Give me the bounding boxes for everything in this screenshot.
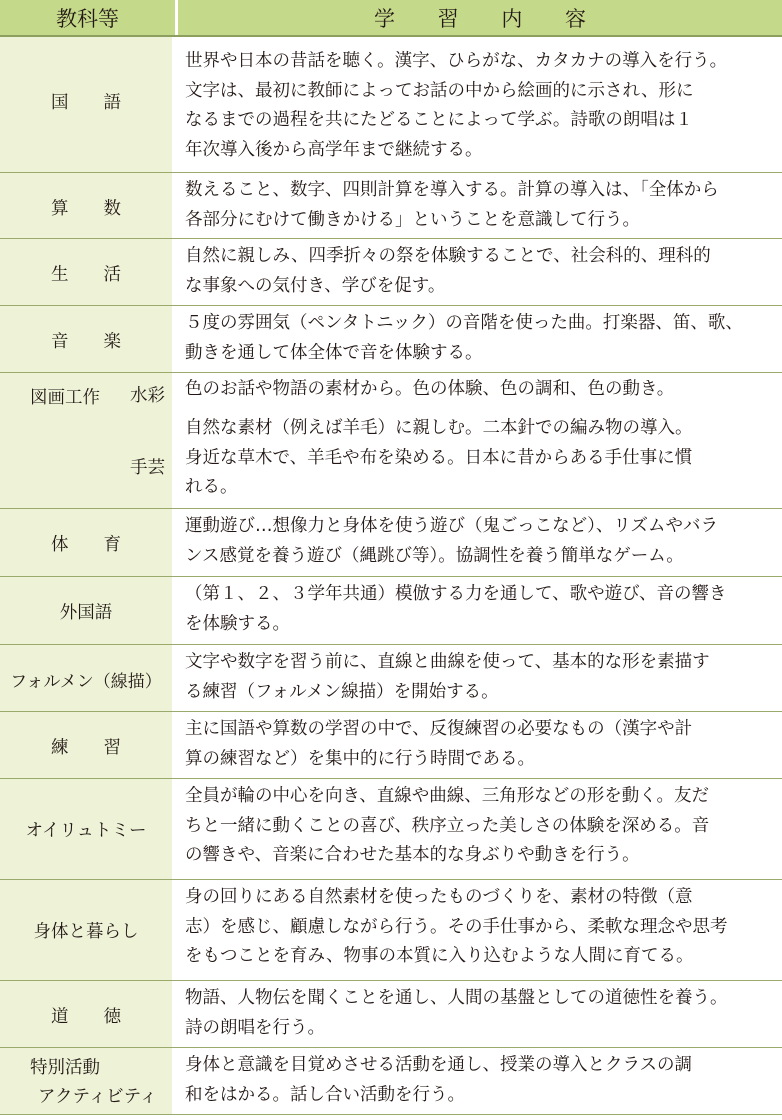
content-line: なるまでの過程を共にたどることによって学ぶ。詩歌の朗唱は１ bbox=[185, 110, 693, 130]
content-cell bbox=[185, 512, 775, 571]
table-row bbox=[0, 645, 782, 711]
subject-label: 図画工作 bbox=[30, 388, 100, 408]
table-row bbox=[0, 306, 782, 372]
content-cell bbox=[185, 375, 775, 405]
content-line: 運動遊び…想像力と身体を使う遊び（鬼ごっこなど）、リズムやバラ bbox=[185, 516, 719, 536]
subject-label: フォルメン（線描） bbox=[10, 672, 162, 692]
subject-label: 練 習 bbox=[51, 738, 121, 758]
content-cell bbox=[185, 414, 775, 503]
content-line: 年次導入後から高学年まで継続する。 bbox=[185, 139, 483, 160]
content-line: 世界や日本の昔話を聴く。漢字、ひらがな、カタカナの導入を行う。 bbox=[185, 51, 728, 71]
content-line: 物語、人物伝を聞くことを通し、人間の基盤としての道徳性を養う。 bbox=[185, 988, 728, 1008]
table-row bbox=[0, 509, 782, 576]
content-line: 身体と意識を目覚めさせる活動を通し、授業の導入とクラスの調 bbox=[185, 1055, 692, 1075]
subject-sublabel-watercolor: 水彩 bbox=[130, 386, 165, 406]
content-line: をもつことを育み、物事の本質に入り込むような人間に育てる。 bbox=[185, 946, 694, 966]
content-line: の響きや、音楽に合わせた基本的な身ぶりや動きを行う。 bbox=[185, 845, 640, 865]
header-subject-label: 教科等 bbox=[56, 6, 119, 31]
subject-label: 外国語 bbox=[59, 603, 113, 623]
row-divider bbox=[0, 1114, 782, 1115]
content-line: 全員が輪の中心を向き、直線や曲線、三角形などの形を動く。友だ bbox=[185, 786, 709, 806]
header-content-cell bbox=[178, 0, 782, 35]
content-line: 志）を感じ、顧慮しながら行う。その手仕事から、柔軟な理念や思考 bbox=[185, 916, 728, 937]
content-line: 身近な草木で、羊毛や布を染める。日本に昔からある手仕事に慣 bbox=[185, 447, 693, 468]
content-line: 各部分にむけて働きかける」ということを意識して行う。 bbox=[185, 209, 640, 230]
content-cell bbox=[185, 580, 775, 639]
content-line: （第１、２、３学年共通）模倣する力を通して、歌や遊び、音の響き bbox=[185, 584, 727, 604]
content-line: を体験する。 bbox=[185, 613, 290, 634]
content-line: 文字は、最初に教師によってお話の中から絵画的に示され、形に bbox=[185, 80, 694, 101]
content-cell bbox=[185, 883, 775, 972]
header-content-label: 学 習 内 容 bbox=[373, 6, 605, 31]
content-cell bbox=[185, 1051, 775, 1110]
content-line: 身の回りにある自然素材を使ったものづくりを、素材の特徴（意 bbox=[185, 887, 693, 907]
content-line: 自然な素材（例えば羊毛）に親しむ。二本針での編み物の導入。 bbox=[185, 418, 693, 438]
subject-sublabel-handicraft: 手芸 bbox=[130, 458, 165, 478]
header-subject-cell bbox=[0, 0, 175, 35]
content-cell bbox=[185, 648, 775, 707]
content-line: ちと一緒に動くことの喜び、秩序立った美しさの体験を深める。音 bbox=[185, 815, 710, 836]
subject-label: 生 活 bbox=[51, 265, 121, 285]
table-row bbox=[0, 880, 782, 980]
content-line: な事象への気付き、学びを促す。 bbox=[185, 275, 446, 296]
subject-sublabel: アクティビティ bbox=[38, 1087, 158, 1107]
subject-label: 音 楽 bbox=[51, 332, 121, 352]
table-row bbox=[0, 173, 782, 238]
table-row bbox=[0, 712, 782, 778]
content-line: る練習（フォルメン線描）を開始する。 bbox=[185, 681, 499, 702]
content-cell bbox=[185, 47, 775, 165]
content-cell bbox=[185, 984, 775, 1043]
content-line: ５度の雰囲気（ペンタトニック）の音階を使った曲。打楽器、笛、歌、 bbox=[185, 313, 743, 333]
table-row bbox=[0, 1048, 782, 1114]
content-line: 主に国語や算数の学習の中で、反復練習の必要なもの（漢字や計 bbox=[185, 719, 693, 739]
subject-label: 道 徳 bbox=[51, 1007, 121, 1027]
content-line: 自然に親しみ、四季折々の祭を体験することで、社会科的、理科的 bbox=[185, 246, 711, 266]
content-line: れる。 bbox=[185, 477, 238, 497]
table-row bbox=[0, 981, 782, 1047]
table-row bbox=[0, 239, 782, 305]
subject-label: オイリュトミー bbox=[25, 821, 147, 841]
content-cell bbox=[185, 176, 775, 235]
content-line: 文字や数字を習う前に、直線と曲線を使って、基本的な形を素描す bbox=[185, 652, 710, 672]
subject-label: 国 語 bbox=[51, 93, 121, 113]
content-line: 動きを通して体全体で音を体験する。 bbox=[185, 342, 483, 363]
content-line: 算の練習など）を集中的に行う時間である。 bbox=[185, 748, 535, 769]
subject-label: 算 数 bbox=[51, 199, 121, 219]
table-row bbox=[0, 37, 782, 172]
content-cell bbox=[185, 309, 775, 368]
content-line: 和をはかる。話し合い活動を行う。 bbox=[185, 1084, 465, 1105]
content-line: 詩の朗唱を行う。 bbox=[185, 1017, 325, 1038]
content-cell bbox=[185, 242, 775, 301]
table-row bbox=[0, 373, 782, 508]
subject-label: 身体と暮らし bbox=[33, 922, 139, 942]
content-line: 数えること、数字、四則計算を導入する。計算の導入は、「全体から bbox=[185, 180, 719, 200]
content-cell bbox=[185, 782, 775, 871]
content-line: ンス感覚を養う遊び（縄跳び等）。協調性を養う簡単なゲーム。 bbox=[185, 545, 684, 566]
content-line: 色のお話や物語の素材から。色の体験、色の調和、色の動き。 bbox=[185, 379, 675, 399]
subject-label: 体 育 bbox=[51, 535, 121, 555]
table-row bbox=[0, 779, 782, 879]
subject-label: 特別活動 bbox=[30, 1058, 100, 1078]
content-cell bbox=[185, 715, 775, 774]
table-row bbox=[0, 577, 782, 644]
